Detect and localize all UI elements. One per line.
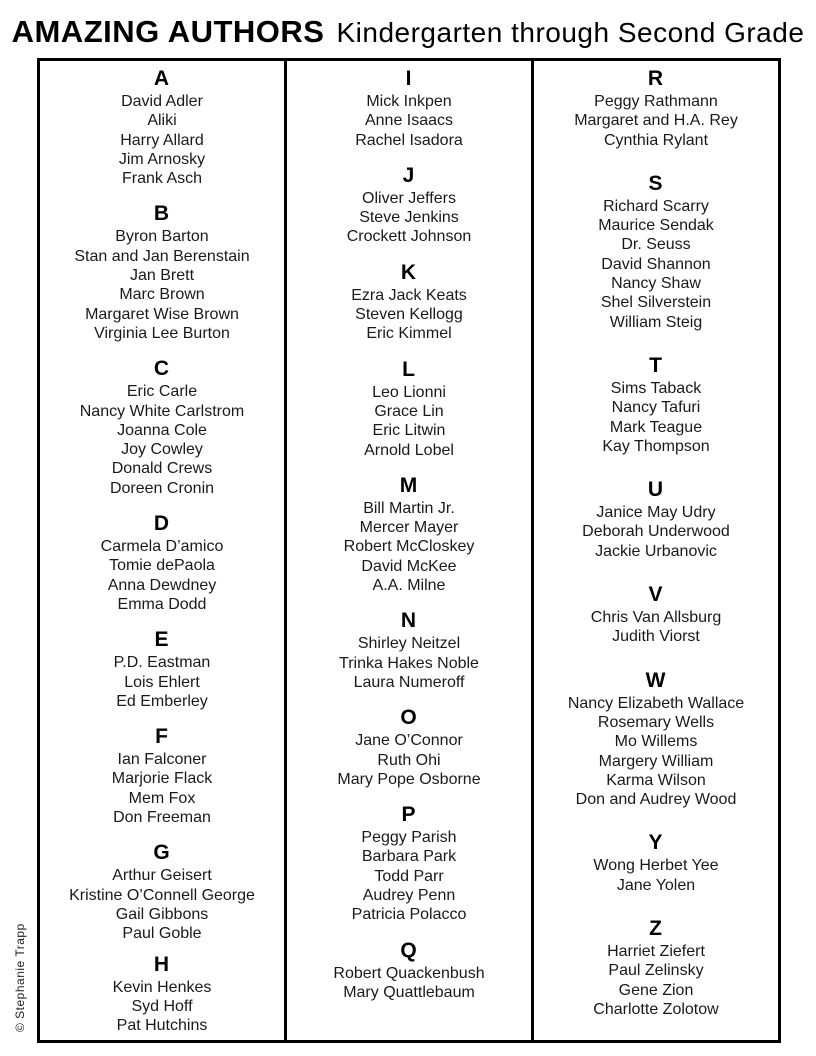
- author-name: Grace Lin: [374, 402, 444, 420]
- author-name: Jackie Urbanovic: [595, 542, 717, 560]
- author-name: Frank Asch: [121, 170, 203, 188]
- author-name: Stan and Jan Berenstain: [74, 247, 250, 265]
- letter-section-y: [534, 830, 778, 895]
- section-letter: Y: [648, 831, 664, 855]
- author-name: Cynthia Rylant: [603, 131, 709, 149]
- letter-section-k: [287, 260, 531, 344]
- author-name: Eric Kimmel: [366, 325, 452, 343]
- letter-section-m: [287, 473, 531, 595]
- author-name: Margaret Wise Brown: [85, 305, 239, 323]
- author-name: Jane Yolen: [616, 876, 696, 894]
- author-name: Ezra Jack Keats: [351, 286, 467, 304]
- letter-section-a: [40, 66, 284, 188]
- author-name: Gail Gibbons: [115, 905, 209, 923]
- author-name: Deborah Underwood: [582, 523, 730, 541]
- author-name: Anne Isaacs: [364, 112, 454, 130]
- section-letter: E: [154, 628, 170, 652]
- author-name: Sims Taback: [610, 379, 702, 397]
- section-letter: I: [405, 67, 413, 90]
- authors-table: [37, 58, 781, 1043]
- section-letter: L: [402, 357, 416, 381]
- author-name: Kristine O’Connell George: [69, 886, 255, 904]
- author-name: Aliki: [147, 112, 177, 130]
- author-name: Janice May Udry: [596, 504, 716, 522]
- author-name: Rosemary Wells: [597, 713, 715, 731]
- title-main: AMAZING AUTHORS: [11, 14, 325, 49]
- author-name: William Steig: [609, 313, 703, 331]
- section-letter: N: [400, 609, 418, 633]
- author-name: A.A. Milne: [372, 577, 446, 595]
- author-name: Trinka Hakes Noble: [339, 654, 479, 672]
- author-column: [534, 61, 778, 1040]
- author-name: Tomie dePaola: [109, 557, 215, 575]
- author-name: Kay Thompson: [602, 437, 710, 455]
- author-name: Jan Brett: [129, 267, 195, 285]
- letter-section-u: [534, 477, 778, 561]
- author-name: Kevin Henkes: [112, 978, 212, 996]
- letter-section-p: [287, 802, 531, 924]
- author-name: Virginia Lee Burton: [94, 324, 230, 342]
- author-name: Barbara Park: [361, 848, 457, 866]
- author-name: Harriet Ziefert: [607, 943, 705, 961]
- credit-text: © Stephanie Trapp: [13, 923, 27, 1032]
- letter-section-s: [534, 171, 778, 332]
- author-name: Pat Hutchins: [116, 1017, 208, 1035]
- author-name: Crockett Johnson: [346, 228, 472, 246]
- author-name: Paul Zelinsky: [608, 962, 704, 980]
- letter-section-h: [40, 952, 284, 1036]
- author-name: Ruth Ohi: [377, 751, 441, 769]
- author-name: Charlotte Zolotow: [593, 1000, 719, 1018]
- author-name: David McKee: [361, 557, 457, 575]
- author-name: Marjorie Flack: [111, 770, 213, 788]
- section-letter: A: [153, 67, 171, 90]
- section-letter: M: [399, 473, 419, 497]
- section-letter: T: [649, 353, 663, 377]
- section-letter: S: [648, 171, 664, 195]
- author-name: Carmela D’amico: [100, 538, 224, 556]
- author-name: P.D. Eastman: [113, 654, 211, 672]
- author-name: Robert Quackenbush: [333, 964, 485, 982]
- author-name: Ian Falconer: [117, 751, 207, 769]
- author-name: Emma Dodd: [117, 595, 207, 613]
- author-name: Peggy Rathmann: [594, 93, 718, 110]
- author-column: [40, 61, 287, 1040]
- section-letter: Z: [649, 917, 663, 941]
- letter-section-w: [534, 668, 778, 810]
- author-name: Oliver Jeffers: [362, 189, 456, 207]
- author-name: Mem Fox: [128, 789, 196, 807]
- author-column: [287, 61, 534, 1040]
- author-name: Laura Numeroff: [353, 673, 465, 691]
- author-name: Paul Goble: [122, 925, 202, 943]
- author-name: Robert McCloskey: [343, 538, 475, 556]
- section-letter: C: [153, 357, 171, 381]
- author-name: Nancy Shaw: [611, 275, 701, 293]
- section-letter: B: [153, 202, 171, 226]
- author-name: Mercer Mayer: [359, 519, 459, 537]
- author-name: Nancy Tafuri: [611, 399, 701, 417]
- letter-section-t: [534, 353, 778, 456]
- author-name: Anna Dewdney: [107, 576, 217, 594]
- letter-section-r: [534, 66, 778, 150]
- letter-section-j: [287, 163, 531, 247]
- author-name: Gene Zion: [618, 981, 694, 999]
- author-name: Jim Arnosky: [118, 150, 206, 168]
- author-name: Arthur Geisert: [112, 867, 212, 885]
- author-name: Margaret and H.A. Rey: [574, 112, 738, 130]
- author-name: Byron Barton: [115, 228, 209, 246]
- letter-section-v: [534, 582, 778, 647]
- author-name: Todd Parr: [374, 867, 444, 885]
- author-name: Karma Wilson: [606, 771, 706, 789]
- section-letter: G: [153, 841, 171, 865]
- section-letter: O: [400, 706, 418, 730]
- author-name: Peggy Parish: [361, 829, 457, 847]
- author-name: Maurice Sendak: [598, 217, 714, 235]
- author-name: Chris Van Allsburg: [590, 609, 722, 627]
- author-name: David Adler: [121, 93, 203, 110]
- section-letter: H: [153, 952, 171, 976]
- letter-section-o: [287, 705, 531, 789]
- author-name: Ed Emberley: [116, 692, 208, 710]
- author-name: Joanna Cole: [117, 421, 207, 439]
- letter-section-c: [40, 356, 284, 498]
- letter-section-q: [287, 938, 531, 1003]
- letter-section-e: [40, 627, 284, 711]
- author-name: Rachel Isadora: [355, 131, 463, 149]
- letter-section-b: [40, 201, 284, 343]
- author-name: Arnold Lobel: [364, 441, 454, 459]
- title-subtitle: Kindergarten through Second Grade: [336, 17, 805, 48]
- author-name: David Shannon: [601, 255, 711, 273]
- letter-section-l: [287, 357, 531, 460]
- author-name: Mark Teague: [609, 418, 703, 436]
- author-name: Marc Brown: [119, 286, 205, 304]
- author-name: Mo Willems: [614, 733, 698, 751]
- author-name: Shel Silverstein: [600, 294, 712, 312]
- author-name: Nancy White Carlstrom: [79, 402, 245, 420]
- author-name: Patricia Polacco: [351, 906, 467, 924]
- section-letter: K: [400, 260, 418, 284]
- section-letter: R: [647, 67, 665, 90]
- section-letter: W: [645, 668, 667, 692]
- section-letter: J: [402, 163, 416, 187]
- author-name: Mary Pope Osborne: [337, 770, 481, 788]
- letter-section-d: [40, 511, 284, 614]
- author-name: Leo Lionni: [372, 383, 446, 401]
- author-name: Joy Cowley: [121, 441, 203, 459]
- author-name: Doreen Cronin: [109, 479, 215, 497]
- section-letter: P: [401, 803, 417, 827]
- author-name: Dr. Seuss: [621, 236, 691, 254]
- letter-section-z: [534, 916, 778, 1019]
- author-name: Judith Viorst: [612, 628, 700, 646]
- letter-section-g: [40, 840, 284, 943]
- author-name: Wong Herbet Yee: [593, 857, 719, 875]
- letter-section-f: [40, 724, 284, 827]
- section-letter: D: [153, 512, 171, 536]
- author-name: Shirley Neitzel: [357, 635, 461, 653]
- author-name: Eric Litwin: [372, 422, 446, 440]
- author-name: Margery William: [598, 752, 714, 770]
- author-name: Donald Crews: [111, 460, 213, 478]
- page-title: [11, 14, 805, 50]
- author-name: Harry Allard: [120, 131, 204, 149]
- section-letter: Q: [400, 938, 418, 962]
- letter-section-i: [287, 66, 531, 150]
- author-name: Mick Inkpen: [366, 93, 452, 110]
- section-letter: F: [155, 725, 169, 749]
- author-name: Bill Martin Jr.: [363, 499, 455, 517]
- author-name: Jane O’Connor: [355, 732, 463, 750]
- author-name: Richard Scarry: [603, 197, 709, 215]
- letter-section-n: [287, 608, 531, 692]
- author-name: Mary Quattlebaum: [343, 983, 475, 1001]
- section-letter: U: [647, 478, 665, 502]
- author-name: Don and Audrey Wood: [575, 791, 737, 809]
- author-name: Lois Ehlert: [124, 673, 200, 691]
- author-name: Steven Kellogg: [355, 306, 463, 324]
- author-name: Syd Hoff: [131, 997, 193, 1015]
- author-name: Eric Carle: [126, 383, 198, 401]
- section-letter: V: [648, 583, 664, 607]
- author-name: Audrey Penn: [362, 887, 456, 905]
- author-name: Don Freeman: [113, 809, 211, 827]
- author-name: Nancy Elizabeth Wallace: [567, 694, 745, 712]
- author-name: Steve Jenkins: [359, 209, 459, 227]
